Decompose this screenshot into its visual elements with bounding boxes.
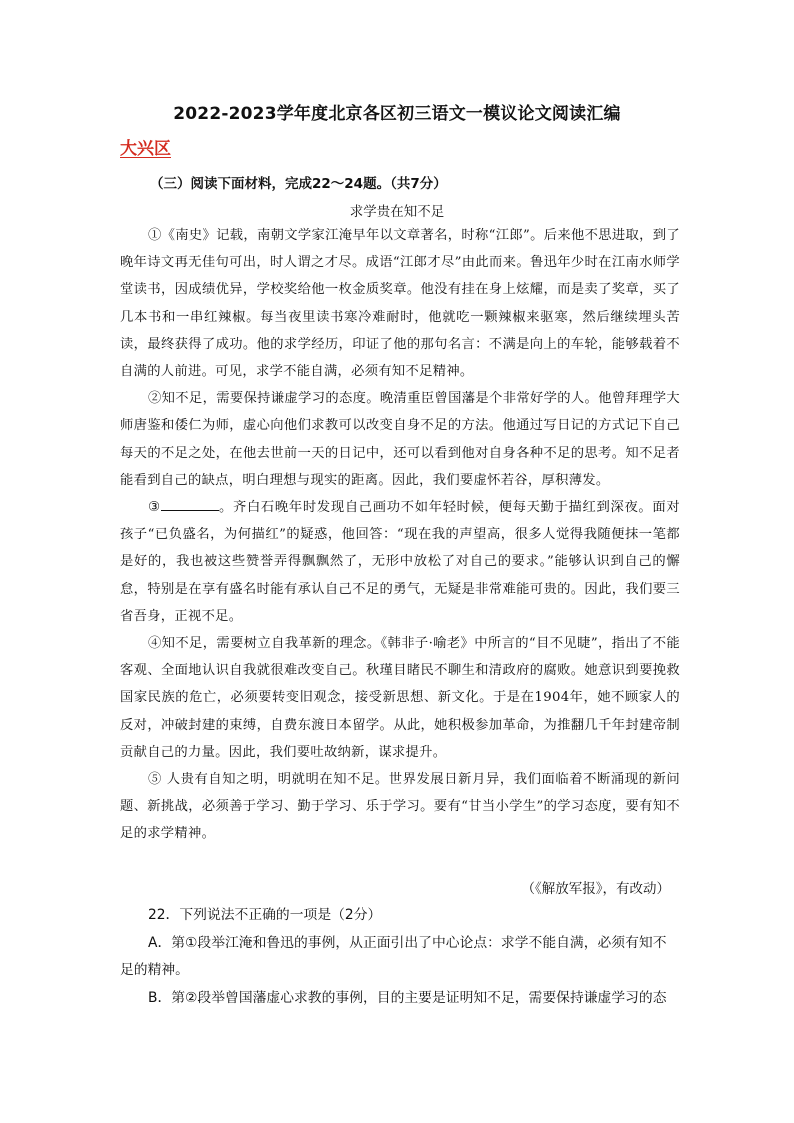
essay-body	[120, 222, 680, 848]
essay-title: 求学贵在知不足	[349, 204, 445, 220]
option-a: A．第①段举江淹和鲁迅的事例，从正面引出了中心论点：求学不能自满，必须有知不足的精神。	[120, 934, 667, 978]
question-22: 22．下列说法不正确的一项是（2分）	[148, 907, 382, 923]
paragraph-5: ⑤ 人贵有自知之明，明就明在知不足。世界发展日新月异，我们面临着不断涌现的新问题、新挑战，必须善于学习、勤于学习、乐于学习。要有“甘当小学生”的学习态度，要有知不足的求学精神。	[120, 772, 680, 842]
section-heading: （三）阅读下面材料，完成22～24题。（共7分）	[150, 176, 447, 192]
paragraph-3-number: ③	[148, 500, 161, 516]
answer-blank	[161, 496, 219, 511]
question-block	[120, 902, 680, 1012]
paragraph-3-text: 。齐白石晚年时发现自己画功不如年轻时候，便每天勤于描红到深夜。面对孩子“已负盛名，为何描红”的疑惑，他回答：“现在我的声望高，很多人觉得我随便抹一笔都是好的，我也被这些赞誉弄得飘飘然了，无形中放松了对自己的要求。”能够认识到自己的懈怠，特别是在享有盛名时能有承认自己不足的勇气，无疑是非常难能可贵的。因此，我们要三省吾身，正视不足。	[120, 500, 680, 624]
paragraph-2: ②知不足，需要保持谦虚学习的态度。晚清重臣曾国藩是个非常好学的人。他曾拜理学大师唐鉴和倭仁为师，虚心向他们求教可以改变自身不足的方法。他通过写日记的方式记下自己每天的不足之处，在他去世前一天的日记中，还可以看到他对自身各种不足的思考。知不足者能看到自己的缺点，明白理想与现实的距离。因此，我们要虚怀若谷，厚积薄发。	[120, 391, 680, 488]
option-b: B．第②段举曾国藩虚心求教的事例，目的主要是证明知不足，需要保持谦虚学习的态	[148, 989, 667, 1006]
paragraph-4: ④知不足，需要树立自我革新的理念。《韩非子·喻老》中所言的“目不见睫”，指出了不能客观、全面地认识自我就很难改变自己。秋瑾目睹民不聊生和清政府的腐败。她意识到要挽救国家民族的危亡，必须要转变旧观念，接受新思想、新文化。于是在1904年，她不顾家人的反对，冲破封建的束缚，自费东渡日本留学。从此，她积极参加革命，为推翻几千年封建帝制贡献自己的力量。因此，我们要吐故纳新，谋求提升。	[120, 636, 680, 760]
document-title: 2022-2023学年度北京各区初三语文一模议论文阅读汇编	[173, 104, 621, 124]
paragraph-1: ①《南史》记载，南朝文学家江淹早年以文章著名，时称“江郎”。后来他不思进取，到了晚年诗文再无佳句可出，时人谓之才尽。成语“江郎才尽”由此而来。鲁迅年少时在江南水师学堂读书，因成绩优异，学校奖给他一枚金质奖章。他没有挂在身上炫耀，而是卖了奖章，买了几本书和一串红辣椒。每当夜里读书寒冷难耐时，他就吃一颗辣椒来驱寒，然后继续埋头苦读，最终获得了成功。他的求学经历，印证了他的那句名言：不满是向上的车轮，能够载着不自满的人前进。可见，求学不能自满，必须有知不足精神。	[120, 228, 680, 380]
source-citation: （《解放军报》，有改动）	[521, 881, 670, 897]
district-heading: 大兴区	[120, 139, 171, 159]
paragraph-3	[120, 494, 680, 630]
